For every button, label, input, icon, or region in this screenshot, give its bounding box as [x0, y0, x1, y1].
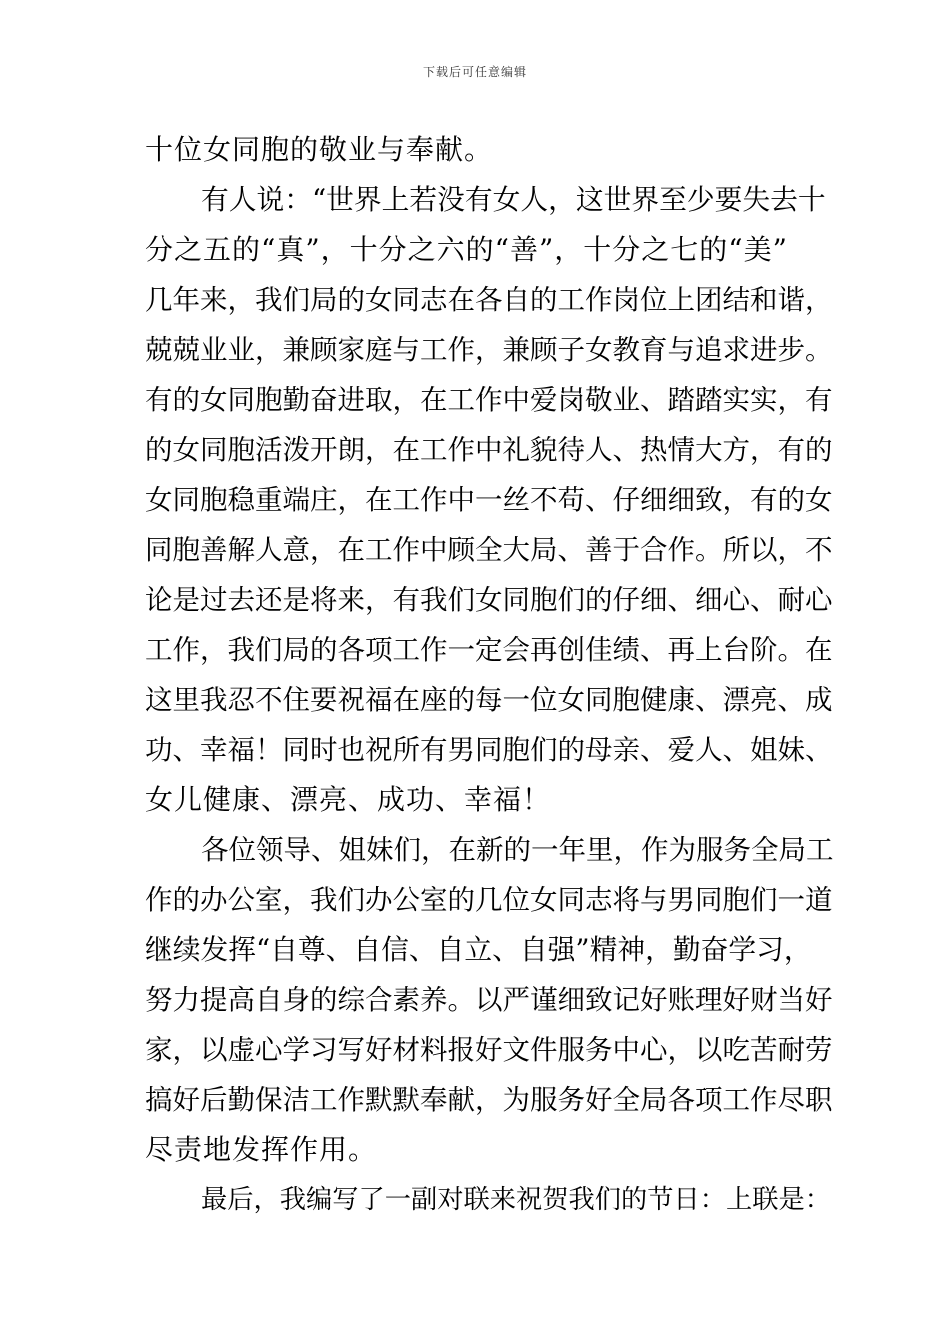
text-line: 这里我忍不住要祝福在座的每一位女同胞健康、漂亮、成: [145, 684, 833, 716]
document-body: [145, 125, 835, 1225]
text-line: 最后，我编写了一副对联来祝贺我们的节日：上联是：: [201, 1185, 831, 1215]
text-line: 家，以虚心学习写好材料报好文件服务中心，以吃苦耐劳: [145, 1034, 833, 1066]
text-line: 论是过去还是将来，有我们女同胞们的仔细、细心、耐心: [145, 584, 833, 616]
text-line: 作的办公室，我们办公室的几位女同志将与男同胞们一道: [145, 884, 833, 916]
text-line: 同胞善解人意，在工作中顾全大局、善于合作。所以，不: [145, 534, 833, 566]
page-header: 下载后可任意编辑: [422, 65, 527, 79]
text-line: 女儿健康、漂亮、成功、幸福！: [145, 783, 552, 816]
text-line: 有的女同胞勤奋进取，在工作中爱岗敬业、踏踏实实，有: [145, 384, 833, 416]
text-line: 工作，我们局的各项工作一定会再创佳绩、再上台阶。在: [145, 634, 833, 666]
text-line: 各位领导、姐妹们，在新的一年里，作为服务全局工: [201, 834, 834, 866]
text-line: 几年来，我们局的女同志在各自的工作岗位上团结和谐，: [145, 284, 833, 316]
text-line: 兢兢业业，兼顾家庭与工作，兼顾子女教育与追求进步。: [145, 334, 833, 366]
text-line: 努力提高自身的综合素养。以严谨细致记好账理好财当好: [145, 984, 833, 1016]
text-line: 的女同胞活泼开朗，在工作中礼貌待人、热情大方，有的: [145, 434, 833, 466]
text-line: 搞好后勤保洁工作默默奉献，为服务好全局各项工作尽职: [145, 1084, 833, 1116]
text-line: 分之五的“真”，十分之六的“善”，十分之七的“美”: [145, 233, 788, 266]
text-line: 尽责地发挥作用。: [145, 1133, 378, 1166]
text-line: 继续发挥“自尊、自信、自立、自强”精神，勤奋学习，: [145, 933, 812, 966]
text-line: 十位女同胞的敬业与奉献。: [145, 133, 494, 166]
text-line: 有人说：“世界上若没有女人，这世界至少要失去十: [201, 183, 826, 216]
text-line: 女同胞稳重端庄，在工作中一丝不苟、仔细细致，有的女: [145, 484, 833, 516]
text-line: 功、幸福！同时也祝所有男同胞们的母亲、爱人、姐妹、: [145, 734, 833, 766]
